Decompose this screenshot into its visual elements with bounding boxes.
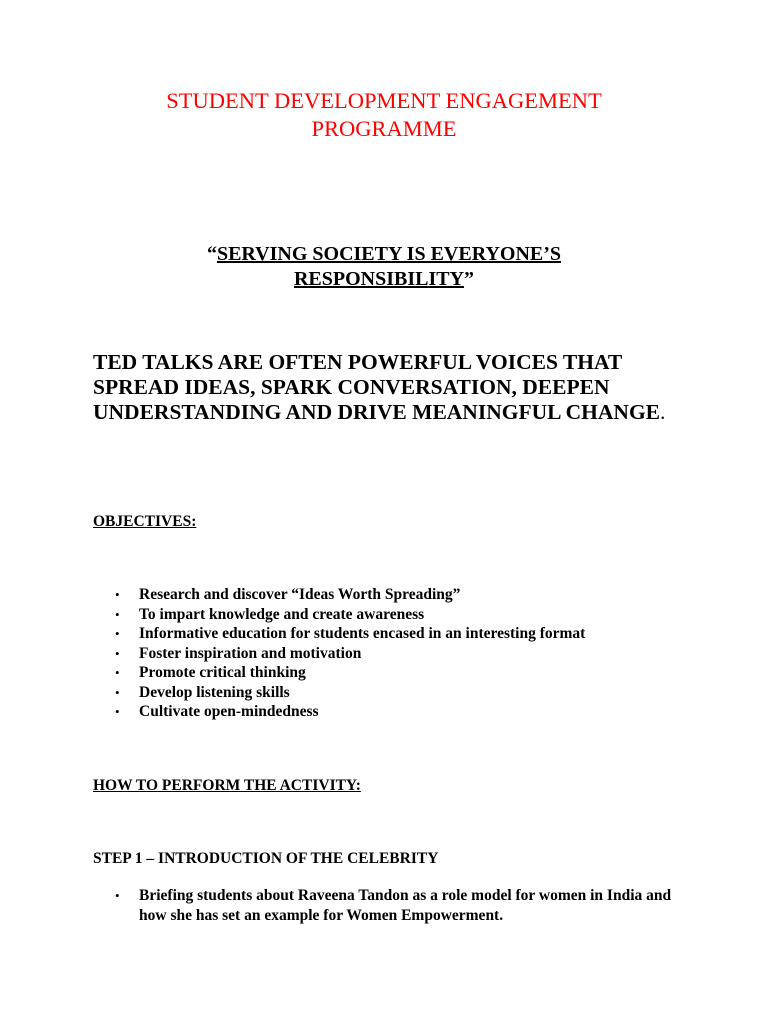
list-item-text: Promote critical thinking [139, 664, 306, 681]
bullet-icon: • [115, 626, 120, 641]
list-item [93, 605, 693, 625]
document-title [0, 87, 768, 143]
list-item [93, 644, 693, 664]
intro-text: TED TALKS ARE OFTEN POWERFUL VOICES THAT SPREAD IDEAS, SPARK CONVERSATION, DEEPEN UNDERSTANDING AND DRIVE MEANINGFUL CHANGE [93, 350, 661, 424]
list-item [93, 585, 693, 605]
list-item-text: Develop listening skills [139, 683, 290, 701]
bullet-icon: • [115, 606, 120, 622]
quote-line-1: SERVING SOCIETY IS EVERYONE’S [216, 243, 562, 265]
how-to-heading: HOW TO PERFORM THE ACTIVITY: [93, 777, 361, 794]
title-line-2: PROGRAMME [311, 116, 457, 141]
step-1-heading: STEP 1 – INTRODUCTION OF THE CELEBRITY [93, 850, 439, 867]
bullet-icon: • [115, 888, 120, 903]
objectives-heading: OBJECTIVES: [93, 513, 197, 530]
list-item-text: Informative education for students encased in an interesting format [139, 625, 586, 642]
bullet-icon: • [115, 665, 120, 680]
list-item-text: Foster inspiration and motivation [139, 644, 362, 662]
bullet-icon: • [115, 645, 120, 661]
list-item [93, 886, 693, 925]
bullet-icon: • [115, 684, 120, 700]
quote-close-mark: ” [464, 268, 475, 290]
intro-period: . [660, 400, 666, 424]
objectives-list [93, 585, 693, 722]
list-item [93, 663, 693, 683]
list-item [93, 683, 693, 703]
list-item-text: Research and discover “Ideas Worth Spreading” [139, 586, 461, 603]
bullet-icon: • [115, 587, 120, 602]
intro-paragraph [93, 350, 693, 425]
list-item-text: Briefing students about Raveena Tandon as a role model for women in India and how she has set an example for Women Empowerment. [139, 887, 672, 924]
step-1-list [93, 886, 693, 925]
list-item-text: Cultivate open-mindedness [139, 703, 319, 720]
list-item [93, 624, 693, 644]
bullet-icon: • [115, 704, 120, 719]
motto-quote [0, 242, 768, 292]
title-line-1: STUDENT DEVELOPMENT ENGAGEMENT [166, 88, 602, 113]
quote-open-mark: “ [206, 243, 217, 265]
quote-line-2: RESPONSIBILITY [293, 268, 465, 290]
list-item [93, 702, 693, 722]
list-item-text: To impart knowledge and create awareness [139, 605, 425, 623]
